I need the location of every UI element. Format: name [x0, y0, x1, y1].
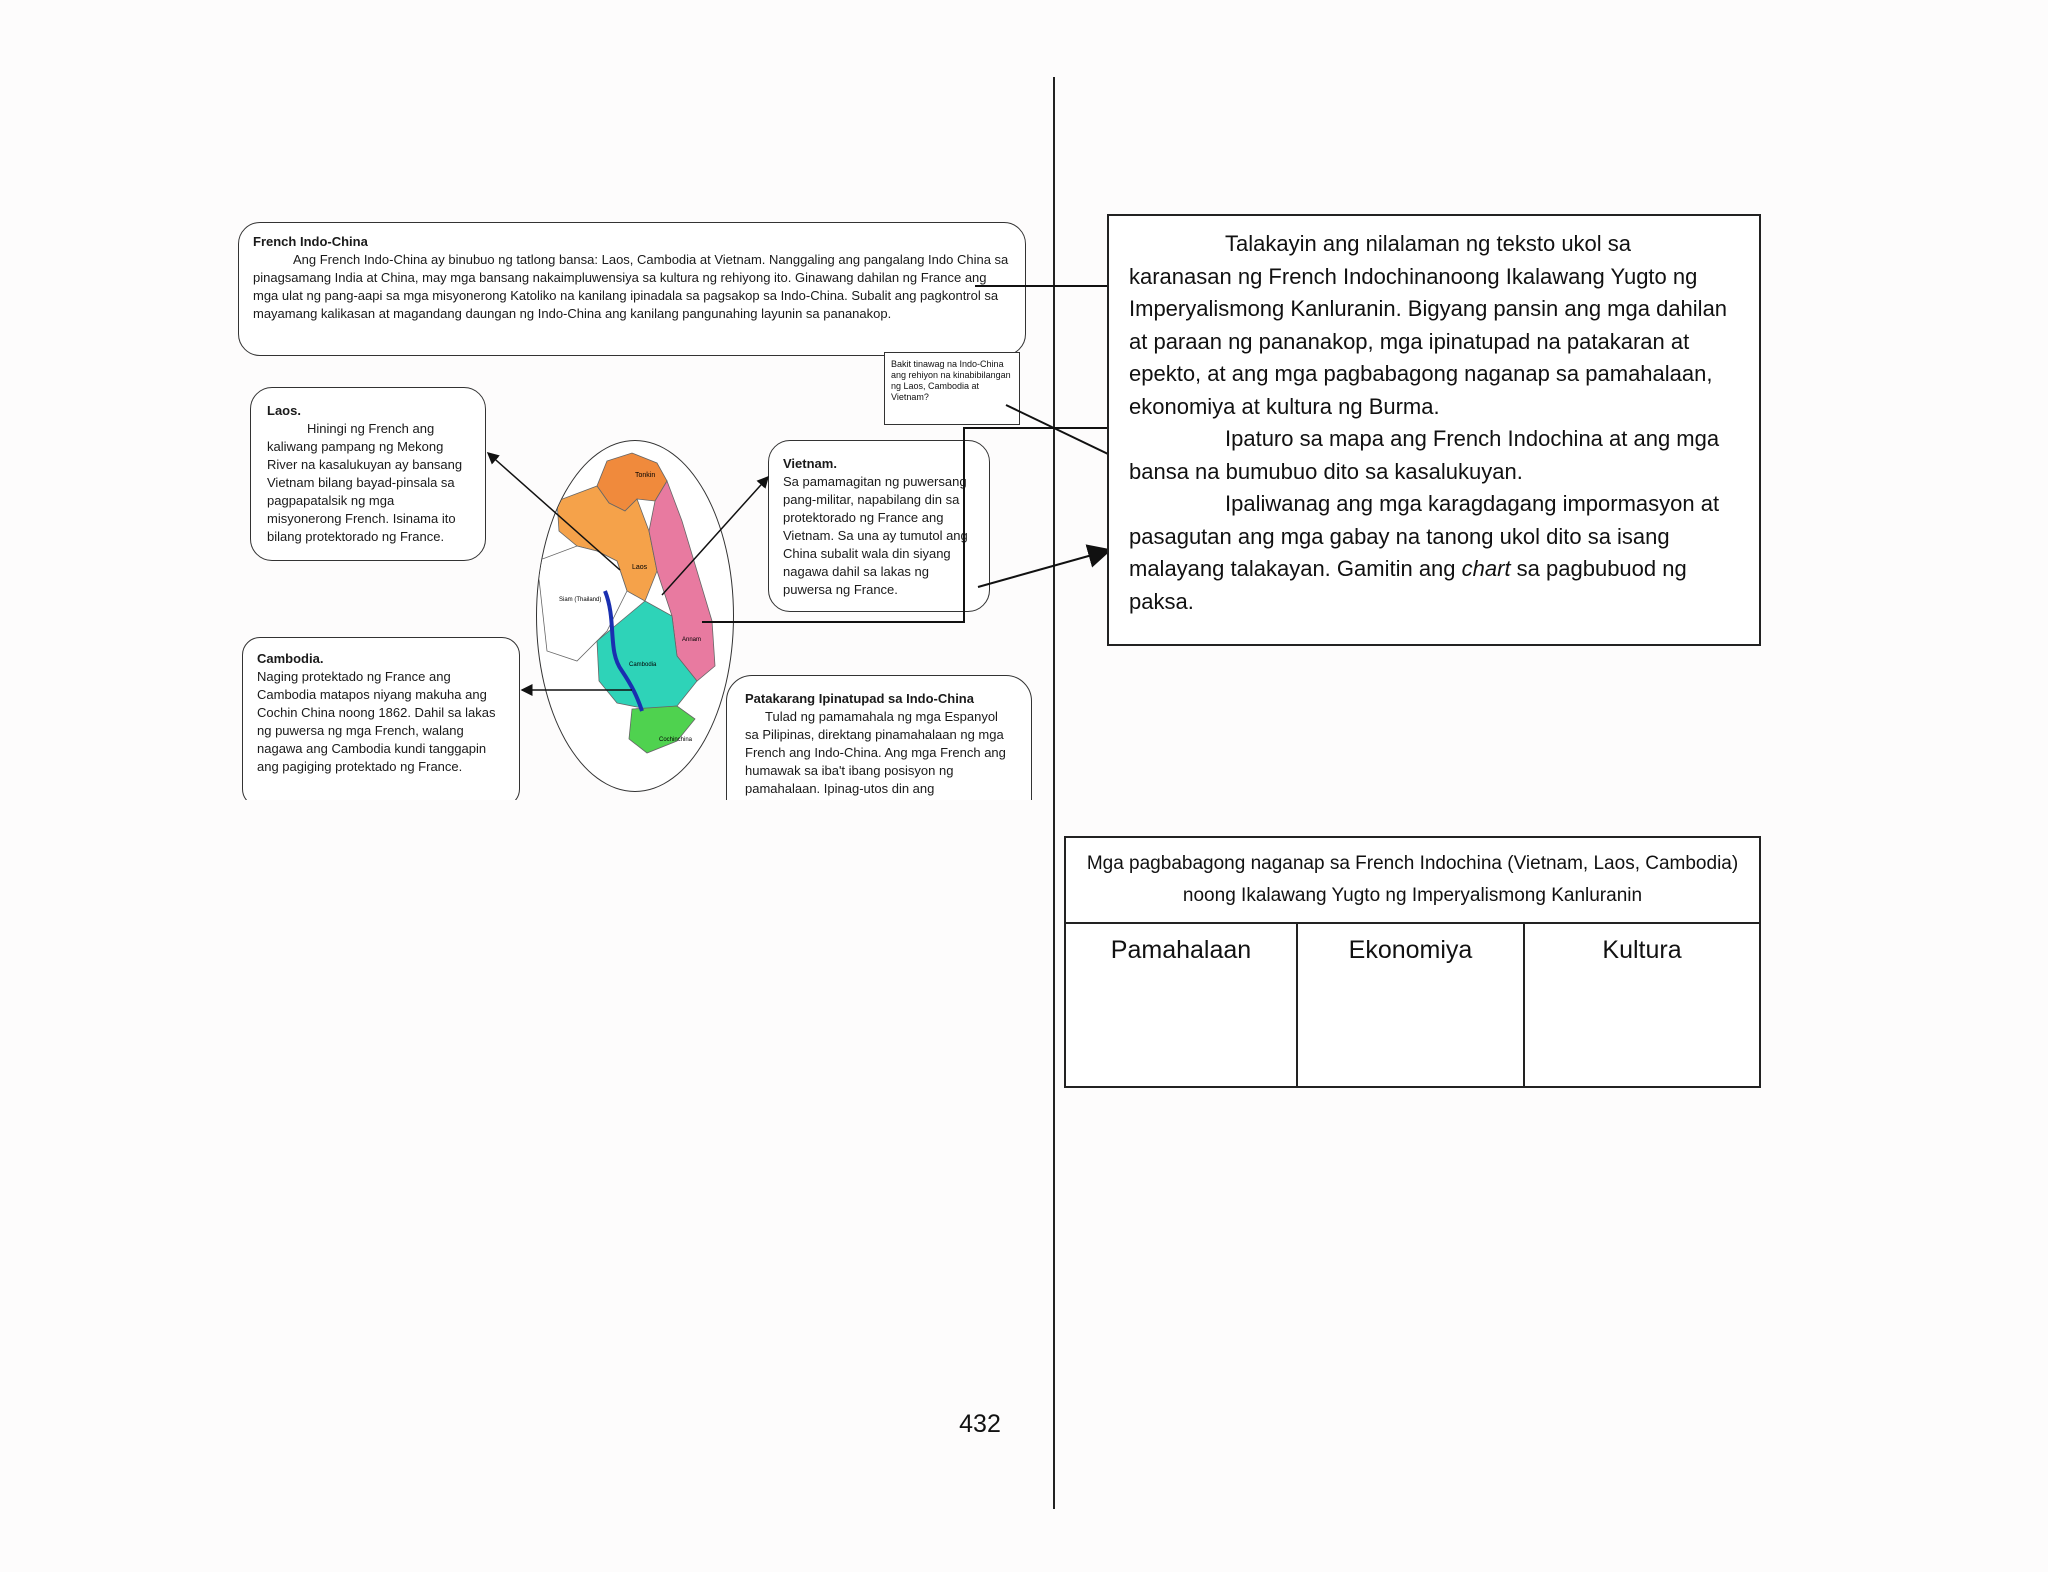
column-kultura: Kultura: [1602, 936, 1682, 964]
map-label-cambodia: Cambodia: [629, 662, 657, 668]
map-label-tonkin: Tonkin: [635, 472, 656, 479]
instructions-paragraph-3: [1129, 488, 1739, 618]
vietnam-title: Vietnam.: [783, 456, 837, 471]
table-columns: [1066, 924, 1759, 1086]
map-label-annam: Annam: [682, 637, 702, 643]
patakaran-body: Tulad ng pamamahala ng mga Espanyol sa Pilipinas, direktang pinamahalaan ng mga French ang Indo-China. Ang mga French ang humawak sa iba't ibang posisyon ng pamahalaan. Ipinag-utos din ang: [745, 709, 1006, 796]
map-label-siam: Siam (Thailand): [559, 597, 602, 603]
instructions-p3-emphasis: chart: [1461, 556, 1511, 581]
instructions-paragraph-1: Talakayin ang nilalaman ng teksto ukol sa karanasan ng French Indochinanoong Ikalawang Yugto ng Imperyalismong Kanluranin. Bigyang pansin ang mga dahilan at paraan ng pananakop, mga ipinatupad na patakaran at epekto, at ang mga pagbabagong naganap sa pamahalaan, ekonomiya at kultura ng Burma.: [1129, 231, 1728, 419]
column-ekonomiya: Ekonomiya: [1298, 924, 1525, 1086]
page-number: 432: [959, 1410, 1001, 1438]
column-pamahalaan: Pamahalaan: [1066, 924, 1298, 1086]
instructions-p3-end: sa pagbubuod ng paksa.: [1129, 556, 1687, 614]
question-box: Bakit tinawag na Indo-China ang rehiyon na kinabibilangan ng Laos, Cambodia at Vietnam?: [884, 352, 1020, 425]
table-header: Mga pagbabagong naganap sa French Indochina (Vietnam, Laos, Cambodia) noong Ikalawang Yugto ng Imperyalismong Kanluranin: [1066, 838, 1759, 924]
instructions-paragraph-2: Ipaturo sa mapa ang French Indochina at ang mga bansa na bumubuo dito sa kasalukuyan.: [1129, 426, 1720, 484]
instructions-p3-start: Ipaliwanag ang mga karagdagang impormasyon at pasagutan ang mga gabay na tanong ukol dito sa isang malayang talakayan. Gamitin ang: [1129, 491, 1720, 581]
intro-title: French Indo-China: [253, 234, 368, 249]
cambodia-body: Naging protektado ng France ang Cambodia matapos niyang makuha ang Cochin China noong 1862. Dahil sa lakas ng puwersa ng mga French, walang nagawa ang Cambodia kundi tanggapin ang pagiging protektado ng France.: [257, 669, 496, 774]
map-label-cochin: Cochinchina: [659, 737, 693, 743]
laos-body: Hiningi ng French ang kaliwang pampang ng Mekong River na kasalukuyan ay bansang Vietnam bilang bayad-pinsala sa pagpapatalsik ng mga misyonerong French. Isinama ito bilang protektorado ng France.: [267, 421, 463, 544]
map-label-laos: Laos: [632, 564, 648, 571]
patakaran-title: Patakarang Ipinatupad sa Indo-China: [745, 691, 974, 706]
cambodia-title: Cambodia.: [257, 651, 324, 666]
vietnam-body: Sa pamamagitan ng puwersang pang-militar, napabilang din sa protektorado ng France ang Vietnam. Sa una ay tumutol ang China subalit wala din siyang nagawa dahil sa lakas ng puwersa ng France.: [783, 474, 968, 597]
intro-body: Ang French Indo-China ay binubuo ng tatlong bansa: Laos, Cambodia at Vietnam. Nanggaling ang pangalang Indo China sa pinagsamang India at China, may mga bansang nakaimpluwensiya sa kultura ng rehiyong ito. Ginawang dahilan ng France ang mga ulat ng pang-aapi sa mga misyonerong Katoliko na kanilang ipinadala sa pagsakop sa Indo-China. Subalit ang pagkontrol sa mayamang kalikasan at magandang daungan ng Indo-China ang kanilang pangunahing layunin sa pananakop.: [253, 252, 1009, 321]
laos-title: Laos.: [267, 403, 301, 418]
arrow-vietnam-to-instructions: [978, 550, 1110, 587]
instructions-box: [1107, 214, 1761, 646]
summary-chart-table: [1064, 836, 1761, 1088]
